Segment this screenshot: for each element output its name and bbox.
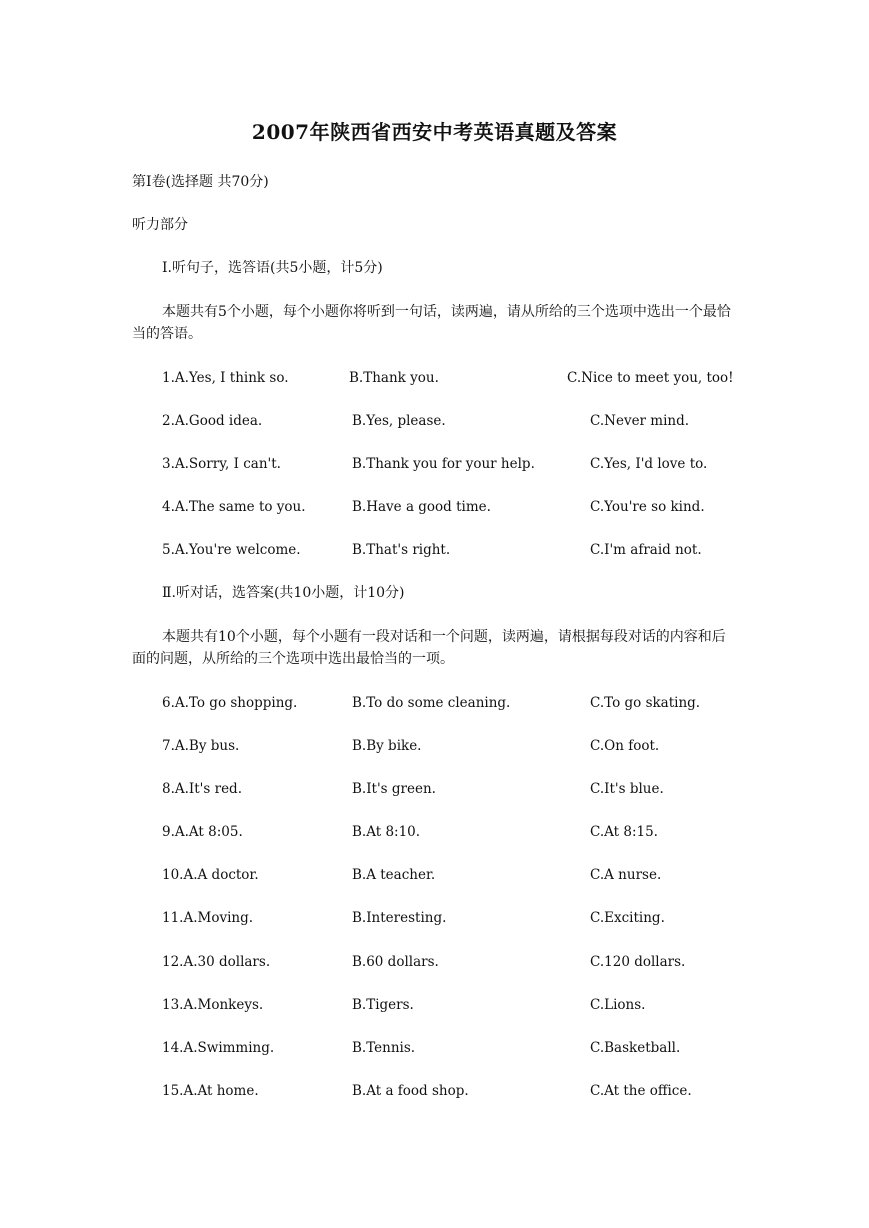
- option-b: B.By bike.: [352, 738, 422, 754]
- option-c: C.Lions.: [590, 997, 646, 1013]
- question-row: [162, 693, 762, 713]
- option-a: 14.A.Swimming.: [162, 1040, 275, 1056]
- question-row: [162, 540, 762, 560]
- question-row: [162, 1081, 762, 1101]
- option-b: B.Have a good time.: [352, 499, 491, 515]
- option-b: B.At a food shop.: [352, 1083, 469, 1099]
- option-a: 3.A.Sorry, I can't.: [162, 456, 281, 472]
- option-b: B.To do some cleaning.: [352, 695, 511, 711]
- question-row: [162, 368, 762, 388]
- option-b: B.Thank you.: [349, 370, 439, 386]
- option-a: 2.A.Good idea.: [162, 413, 263, 429]
- option-b: B.A teacher.: [352, 867, 436, 883]
- option-a: 15.A.At home.: [162, 1083, 259, 1099]
- section1-instruction: 本题共有5个小题，每个小题你将听到一句话，读两遍，请从所给的三个选项中选出一个最恰当的答语。: [132, 304, 731, 342]
- section2-heading: Ⅱ.听对话，选答案(共10小题，计10分): [162, 585, 405, 601]
- option-c: C.To go skating.: [590, 695, 701, 711]
- question-row: [162, 995, 762, 1015]
- option-c: C.At 8:15.: [590, 824, 658, 840]
- option-c: C.I'm afraid not.: [590, 542, 702, 558]
- document-title: 2007年陕西省西安中考英语真题及答案: [251, 120, 618, 144]
- option-a: 9.A.At 8:05.: [162, 824, 243, 840]
- option-a: 12.A.30 dollars.: [162, 954, 271, 970]
- option-b: B.Tennis.: [352, 1040, 416, 1056]
- option-a: 11.A.Moving.: [162, 910, 254, 926]
- option-a: 13.A.Monkeys.: [162, 997, 264, 1013]
- option-a: 5.A.You're welcome.: [162, 542, 301, 558]
- option-c: C.Never mind.: [590, 413, 690, 429]
- option-b: B.Interesting.: [352, 910, 447, 926]
- volume-heading: 第Ⅰ卷(选择题 共70分): [132, 174, 269, 190]
- listening-heading: 听力部分: [132, 217, 188, 233]
- option-c: C.On foot.: [590, 738, 660, 754]
- option-a: 6.A.To go shopping.: [162, 695, 298, 711]
- option-a: 7.A.By bus.: [162, 738, 240, 754]
- option-b: B.60 dollars.: [352, 954, 439, 970]
- option-c: C.120 dollars.: [590, 954, 686, 970]
- question-row: [162, 411, 762, 431]
- option-a: 10.A.A doctor.: [162, 867, 259, 883]
- option-c: C.Exciting.: [590, 910, 665, 926]
- option-c: C.It's blue.: [590, 781, 664, 797]
- section2-instruction: 本题共有10个小题，每个小题有一段对话和一个问题，读两遍，请根据每段对话的内容和后面的问题，从所给的三个选项中选出最恰当的一项。: [132, 629, 726, 667]
- option-b: B.That's right.: [352, 542, 451, 558]
- question-row: [162, 736, 762, 756]
- question-row: [162, 952, 762, 972]
- question-row: [162, 779, 762, 799]
- section1-heading: Ⅰ.听句子，选答语(共5小题，计5分): [162, 260, 383, 276]
- option-a: 8.A.It's red.: [162, 781, 242, 797]
- option-c: C.A nurse.: [590, 867, 662, 883]
- option-b: B.Tigers.: [352, 997, 414, 1013]
- question-row: [162, 822, 762, 842]
- option-b: B.At 8:10.: [352, 824, 421, 840]
- option-b: B.Yes, please.: [352, 413, 446, 429]
- option-b: B.It's green.: [352, 781, 436, 797]
- option-c: C.Basketball.: [590, 1040, 681, 1056]
- option-c: C.At the office.: [590, 1083, 692, 1099]
- option-a: 1.A.Yes, I think so.: [162, 370, 289, 386]
- question-row: [162, 865, 762, 885]
- question-row: [162, 497, 762, 517]
- option-b: B.Thank you for your help.: [352, 456, 535, 472]
- question-row: [162, 454, 762, 474]
- option-a: 4.A.The same to you.: [162, 499, 306, 515]
- option-c: C.Yes, I'd love to.: [590, 456, 708, 472]
- option-c: C.Nice to meet you, too!: [567, 370, 734, 386]
- question-row: [162, 1038, 762, 1058]
- question-row: [162, 908, 762, 928]
- option-c: C.You're so kind.: [590, 499, 705, 515]
